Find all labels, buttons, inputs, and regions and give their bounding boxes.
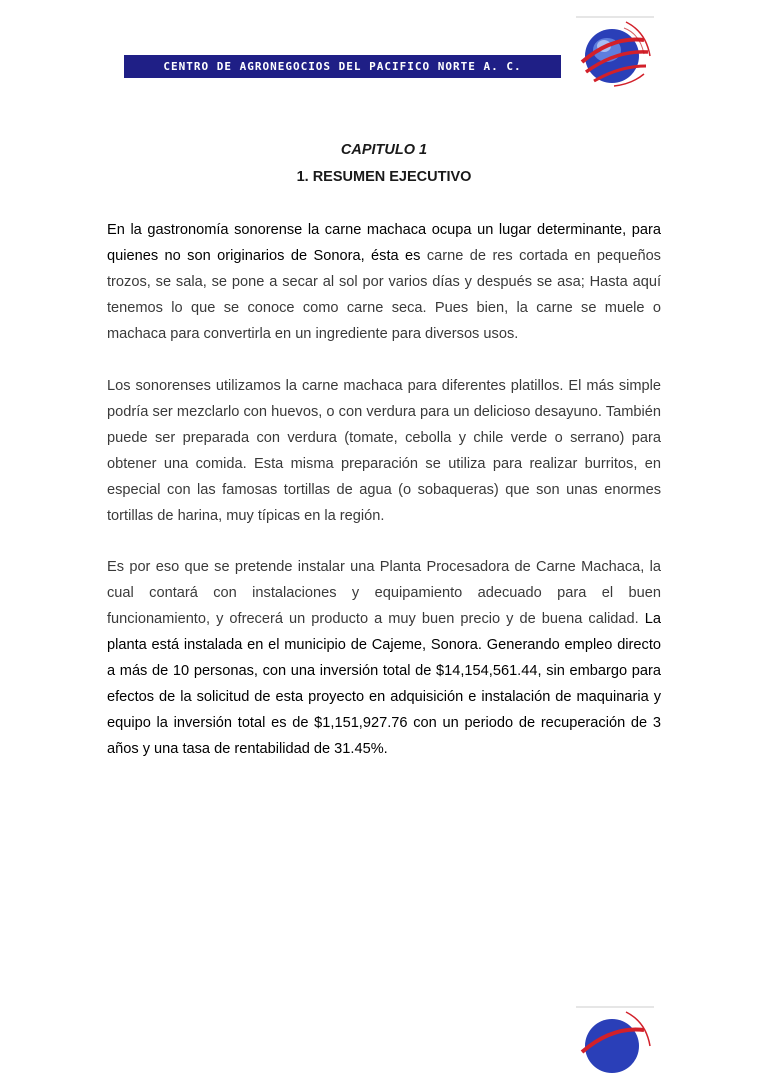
section-title-text: 1. RESUMEN EJECUTIVO bbox=[296, 169, 472, 185]
paragraph-1 bbox=[107, 217, 661, 347]
globe-logo-icon-bottom bbox=[574, 1006, 656, 1080]
section-title bbox=[0, 169, 768, 185]
chapter-title bbox=[0, 142, 768, 158]
globe-logo-icon bbox=[574, 16, 656, 90]
paragraph-1-part-b: carne de res cortada en pequeños trozos, se sala, se pone a secar al sol por varios días y después se asa; Hasta aquí tenemos lo que se conoce como carne seca. Pues bien, la carne se muele o machaca para convertirla en un ingrediente para diversos usos. bbox=[107, 248, 661, 342]
banner-text: CENTRO DE AGRONEGOCIOS DEL PACIFICO NORTE A. C. bbox=[163, 60, 522, 73]
paragraph-3 bbox=[107, 554, 661, 762]
header-banner bbox=[124, 55, 561, 78]
paragraph-2-part-a: Los sonorenses utilizamos la carne machaca para diferentes platillos. El más simple podría ser mezclarlo con huevos, o con verdura para un delicioso desayuno. También puede ser preparada con verdura (tomate, cebolla y chile verde o serrano) para obtener una comida. Esta misma preparación se utiliza para realizar burritos, en especial con las famosas tortillas de agua (o sobaqueras) que son unas enormes tortillas de harina, muy típicas en la región. bbox=[107, 378, 661, 524]
paragraph-3-part-a: Es por eso que se pretende instalar una Planta Procesadora de Carne Machaca, la cual contará con instalaciones y equipamiento adecuado para el buen funcionamiento, y ofrecerá un producto a muy buen precio y de buena calidad. bbox=[107, 559, 661, 627]
paragraph-3-part-b: La planta está instalada en el municipio de Cajeme, Sonora. Generando empleo directo a más de 10 personas, con una inversión total de $14,154,561.44, sin embargo para efectos de la solicitud de esta proyecto en adquisición e instalación de maquinaria y equipo la inversión total es de $1,151,927.76 con un periodo de recuperación de 3 años y una tasa de rentabilidad de 31.45%. bbox=[107, 611, 661, 757]
chapter-title-text: CAPITULO 1 bbox=[340, 142, 428, 158]
paragraph-2 bbox=[107, 373, 661, 529]
paragraph-1-part-a: En la gastronomía sonorense la carne machaca ocupa un lugar determinante, para quienes no son originarios de Sonora, ésta es bbox=[107, 222, 661, 264]
